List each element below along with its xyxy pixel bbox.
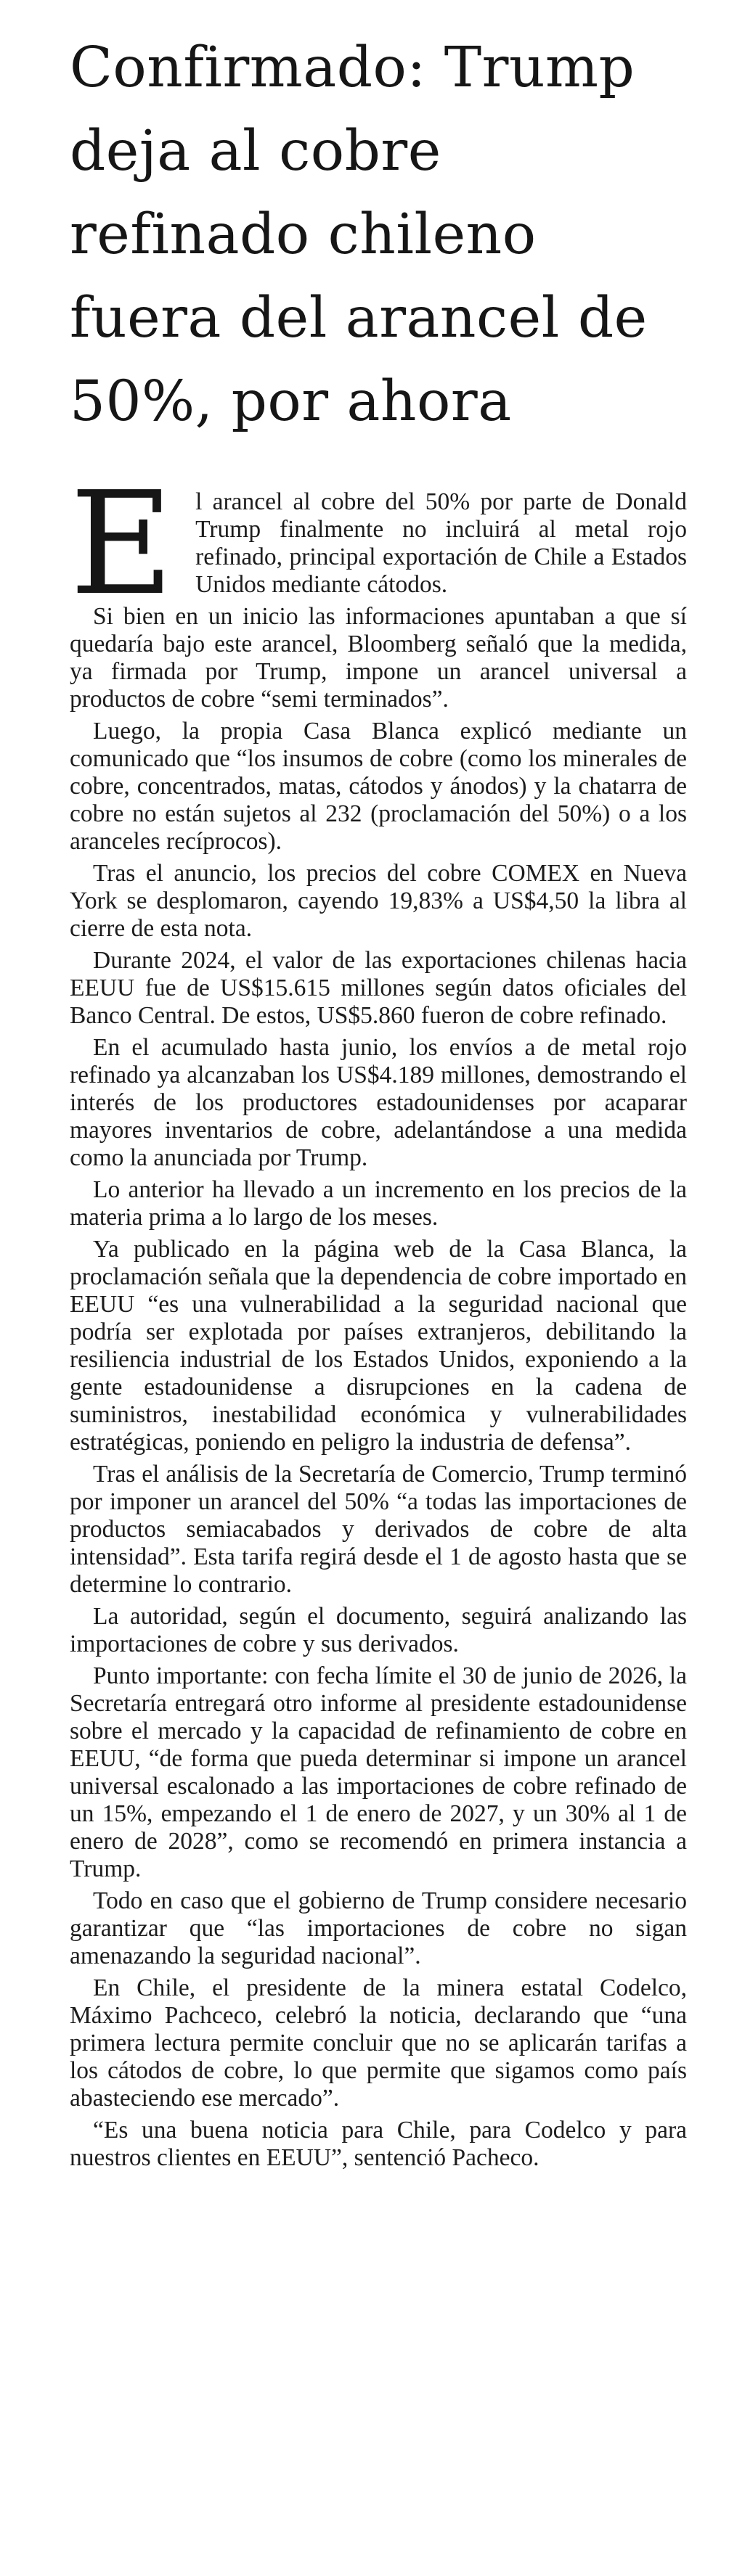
drop-cap: E xyxy=(70,462,174,627)
article-body xyxy=(70,462,687,2172)
paragraph: En el acumulado hasta junio, los envíos a de metal rojo refinado ya alcanzaban los US$4.189 millones, demostrando el interés de los productores estadounidenses por acaparar mayores inventarios de cobre, adelantándose a una medida como la anunciada por Trump. xyxy=(70,1034,687,1171)
paragraph: Durante 2024, el valor de las exportaciones chilenas hacia EEUU fue de US$15.615 millones según datos oficiales del Banco Central. De estos, US$5.860 fueron de cobre refinado. xyxy=(70,947,687,1029)
headline: Confirmado: Trump deja al cobre refinado chileno fuera del arancel de 50%, por ahora xyxy=(70,36,648,434)
paragraph: En Chile, el presidente de la minera estatal Codelco, Máximo Pachceco, celebró la noticia, declarando que “una primera lectura permite concluir que no se aplicarán tarifas a los cátodos de cobre, lo que permite que sigamos como país abasteciendo ese mercado”. xyxy=(70,1974,687,2112)
lead-text: l arancel al cobre del 50% por parte de Donald Trump finalmente no incluirá al metal rojo refinado, principal exportación de Chile a Estados Unidos mediante cátodos. xyxy=(195,488,687,598)
paragraph: Todo en caso que el gobierno de Trump considere necesario garantizar que “las importaciones de cobre no sigan amenazando la seguridad nacional”. xyxy=(70,1887,687,1969)
paragraph: Lo anterior ha llevado a un incremento en los precios de la materia prima a lo largo de los meses. xyxy=(70,1176,687,1231)
paragraph: Ya publicado en la página web de la Casa Blanca, la proclamación señala que la dependencia de cobre importado en EEUU “es una vulnerabilidad a la seguridad nacional que podría ser explotada por países extranjeros, debilitando la resiliencia industrial de los Estados Unidos, exponiendo a la gente estadounidense a disrupciones en la cadena de suministros, inestabilidad económica y vulnerabilidades estratégicas, poniendo en peligro la industria de defensa”. xyxy=(70,1236,687,1456)
paragraph: Tras el análisis de la Secretaría de Comercio, Trump terminó por imponer un arancel del 50% “a todas las importaciones de productos semiacabados y derivados de cobre de alta intensidad”. Esta tarifa regirá desde el 1 de agosto hasta que se determine lo contrario. xyxy=(70,1461,687,1598)
paragraph: Luego, la propia Casa Blanca explicó mediante un comunicado que “los insumos de cobre (como los minerales de cobre, concentrados, matas, cátodos y ánodos) y la chatarra de cobre no están sujetos al 232 (proclamación del 50%) o a los aranceles recíprocos). xyxy=(70,718,687,855)
paragraph: Si bien en un inicio las informaciones apuntaban a que sí quedaría bajo este arancel, Bloomberg señaló que la medida, ya firmada por Trump, impone un arancel universal a productos de cobre “semi terminados”. xyxy=(70,603,687,713)
paragraph: Tras el anuncio, los precios del cobre COMEX en Nueva York se desplomaron, cayendo 19,83% a US$4,50 la libra al cierre de esta nota. xyxy=(70,860,687,942)
lead-paragraph xyxy=(70,462,687,627)
paragraph: “Es una buena noticia para Chile, para Codelco y para nuestros clientes en EEUU”, sentenció Pacheco. xyxy=(70,2117,687,2171)
paragraph: Punto importante: con fecha límite el 30 de junio de 2026, la Secretaría entregará otro informe al presidente estadounidense sobre el mercado y la capacidad de refinamiento de cobre en EEUU, “de forma que pueda determinar si impone un arancel universal escalonado a las importaciones de cobre refinado de un 15%, empezando el 1 de enero de 2027, y un 30% al 1 de enero de 2028”, como se recomendó en primera instancia a Trump. xyxy=(70,1662,687,1882)
paragraph: La autoridad, según el documento, seguirá analizando las importaciones de cobre y sus derivados. xyxy=(70,1603,687,1657)
